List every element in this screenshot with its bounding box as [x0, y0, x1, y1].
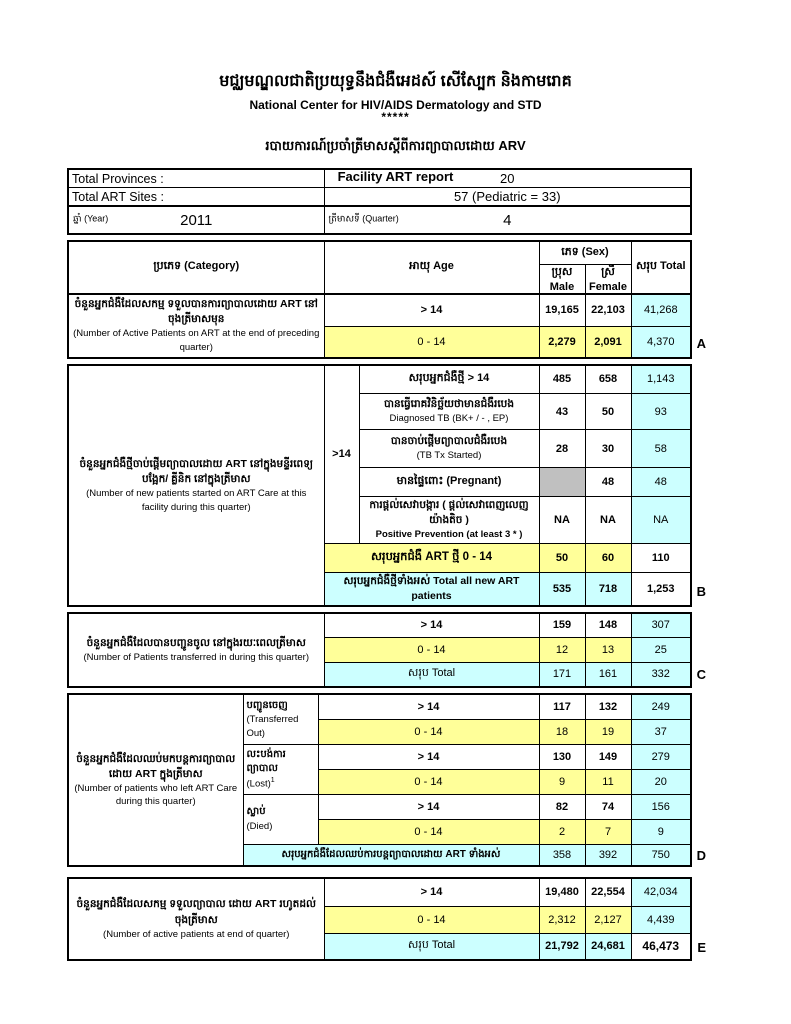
- age-cell: 0 - 14: [324, 906, 539, 933]
- male-value: 535: [539, 572, 585, 606]
- male-value: 485: [539, 365, 585, 394]
- male-value: 21,792: [539, 933, 585, 960]
- female-value: 74: [585, 794, 631, 819]
- table-row: [68, 294, 691, 327]
- row-label: សរុប Total: [324, 933, 539, 960]
- table-header-row-1: [68, 241, 691, 264]
- quarter-value: 4: [503, 211, 512, 229]
- male-value: 2: [539, 819, 585, 844]
- year-label: ឆ្នាំ (Year): [73, 213, 109, 224]
- female-value: 11: [585, 769, 631, 794]
- female-value: 392: [585, 844, 631, 866]
- quarter-cell: [324, 206, 691, 234]
- male-value: 358: [539, 844, 585, 866]
- female-value: 658: [585, 365, 631, 394]
- row-label: សរុបអ្នកជំងឺដែលឈប់ការបន្តព្យាបាលដោយ ART ទាំងអស់: [243, 844, 539, 866]
- female-value: NA: [585, 497, 631, 544]
- female-value: 60: [585, 543, 631, 572]
- year-quarter-row: [68, 206, 691, 234]
- female-value: 30: [585, 430, 631, 468]
- section-e-letter: E: [697, 940, 706, 956]
- section-a-letter: A: [696, 335, 706, 351]
- stars-divider: *****: [381, 110, 410, 124]
- male-value: 117: [539, 694, 585, 719]
- row-label: សរុបអ្នកជំងឺ ART ថ្មី 0 - 14: [324, 543, 539, 572]
- total-value: 48: [631, 468, 691, 497]
- khmer-subtitle: របាយការណ៍ប្រចាំត្រីមាសស្ដីពីការព្យាបាលដោយ ARV: [265, 138, 526, 153]
- male-value: 19,165: [539, 294, 585, 327]
- total-value: 110: [631, 543, 691, 572]
- total-value: 46,473: [631, 933, 691, 960]
- male-value: 50: [539, 543, 585, 572]
- age-cell: > 14: [324, 878, 539, 906]
- report-header: [0, 70, 791, 184]
- table-row: [68, 878, 691, 906]
- total-value: 41,268: [631, 294, 691, 327]
- section-d-category: ចំនួនអ្នកជំងឺដែលឈប់មកបន្តការព្យាបាលដោយ ART ក្នុងត្រីមាស (Number of patients who left ART Care during this quarter): [68, 694, 243, 866]
- section-a: [67, 240, 706, 359]
- male-value: 82: [539, 794, 585, 819]
- age-cell: > 14: [318, 794, 539, 819]
- female-value: 19: [585, 719, 631, 744]
- female-value: 149: [585, 744, 631, 769]
- male-header: ប្រុស Male: [539, 264, 585, 294]
- male-value: 28: [539, 430, 585, 468]
- male-value: 9: [539, 769, 585, 794]
- sex-header: ភេទ (Sex): [539, 241, 631, 264]
- female-value: 24,681: [585, 933, 631, 960]
- age-cell: > 14: [324, 613, 539, 637]
- female-value: 132: [585, 694, 631, 719]
- total-value: NA: [631, 497, 691, 544]
- age-cell: 0 - 14: [318, 719, 539, 744]
- total-art-sites-label: Total ART Sites :: [68, 188, 324, 207]
- male-value: NA: [539, 497, 585, 544]
- male-value-blank: [539, 468, 585, 497]
- age-cell: 0 - 14: [318, 769, 539, 794]
- row-label: សរុប Total: [324, 662, 539, 687]
- male-value: 2,312: [539, 906, 585, 933]
- age-cell: > 14: [318, 744, 539, 769]
- total-value: 4,370: [631, 327, 691, 358]
- female-value: 50: [585, 394, 631, 430]
- group-label-lost: លះបង់ការព្យាបាល (Lost)$^1$: [243, 744, 318, 794]
- total-value: 1,143: [631, 365, 691, 394]
- section-b-letter: B: [696, 584, 706, 600]
- report-body: [67, 168, 707, 961]
- female-value: 718: [585, 572, 631, 606]
- section-c-letter: C: [696, 667, 706, 683]
- total-value: 156: [631, 794, 691, 819]
- male-value: 19,480: [539, 878, 585, 906]
- age-cell: > 14: [318, 694, 539, 719]
- section-d-letter: D: [696, 848, 706, 864]
- male-value: 171: [539, 662, 585, 687]
- total-value: 58: [631, 430, 691, 468]
- age-cell: 0 - 14: [318, 819, 539, 844]
- year-cell: [68, 206, 324, 234]
- footnote-ref: 1: [270, 776, 275, 784]
- total-value: 9: [631, 819, 691, 844]
- section-c-category: ចំនួនអ្នកជំងឺដែលបានបញ្ជូនចូល នៅក្នុងរយៈពេលត្រីមាស (Number of Patients transferred in during this quarter): [68, 613, 324, 687]
- male-value: 12: [539, 637, 585, 662]
- total-value: 307: [631, 613, 691, 637]
- age-group-cell: >14: [324, 365, 359, 544]
- section-e: [67, 877, 706, 961]
- group-label-died: ស្លាប់ (Died): [243, 794, 318, 844]
- quarter-label: ត្រីមាសទី (Quarter): [328, 213, 399, 224]
- female-value: 13: [585, 637, 631, 662]
- age-cell: 0 - 14: [324, 637, 539, 662]
- age-cell: 0 - 14: [324, 327, 539, 358]
- male-value: 43: [539, 394, 585, 430]
- section-b: [67, 364, 706, 608]
- total-art-sites-row: [68, 188, 691, 207]
- row-label: សរុបអ្នកជំងឺថ្មីទាំងអស់ Total all new ART patients: [324, 572, 539, 606]
- report-title: Facility ART report: [337, 169, 454, 184]
- total-value: 93: [631, 394, 691, 430]
- total-value: 42,034: [631, 878, 691, 906]
- total-provinces-row: [68, 169, 691, 188]
- female-value: 22,103: [585, 294, 631, 327]
- table-row: [68, 694, 691, 719]
- khmer-title: មជ្ឈមណ្ឌលជាតិប្រយុទ្ធនឹងជំងឺអេដស៍ សើស្បែក និងកាមរោគ: [219, 73, 572, 90]
- female-header: ស្រី Female: [585, 264, 631, 294]
- category-header: ប្រភេទ (Category): [68, 241, 324, 294]
- male-value: 159: [539, 613, 585, 637]
- age-header: អាយុ Age: [324, 241, 539, 294]
- total-art-sites-value: 57 (Pediatric = 33): [324, 188, 691, 207]
- total-value: 25: [631, 637, 691, 662]
- table-row: [68, 365, 691, 394]
- male-value: 2,279: [539, 327, 585, 358]
- total-value: 37: [631, 719, 691, 744]
- year-value: 2011: [180, 211, 213, 229]
- row-label: បានធ្វើរោគវិនិច្ឆ័យថាមានជំងឺរបេង Diagnosed TB (BK+ / - , EP): [359, 394, 539, 430]
- female-value: 22,554: [585, 878, 631, 906]
- female-value: 2,091: [585, 327, 631, 358]
- female-value: 161: [585, 662, 631, 687]
- group-label-transferred-out: បញ្ជូនចេញ (Transferred Out): [243, 694, 318, 744]
- total-value: 249: [631, 694, 691, 719]
- total-value: 20: [631, 769, 691, 794]
- total-value: 4,439: [631, 906, 691, 933]
- english-title: National Center for HIV/AIDS Dermatology and STD: [249, 98, 542, 112]
- row-label: បានចាប់ផ្ដើមព្យាបាលជំងឺរបេង (TB Tx Started): [359, 430, 539, 468]
- section-a-category: ចំនួនអ្នកជំងឺដែលសកម្ម ទទួលបានការព្យាបាលដោយ ART នៅ ចុងត្រីមាសមុន (Number of Active Patients on ART at the end of preceding quarter): [68, 294, 324, 358]
- section-d: [67, 693, 706, 867]
- female-value: 148: [585, 613, 631, 637]
- male-value: 130: [539, 744, 585, 769]
- total-provinces-value: 20: [324, 169, 691, 188]
- female-value: 48: [585, 468, 631, 497]
- row-label: ការផ្ដល់សេវាបង្ការ ( ផ្ដល់សេវាពេញលេញយ៉ាងតិច ) Positive Prevention (at least 3 * ): [359, 497, 539, 544]
- female-value: 2,127: [585, 906, 631, 933]
- male-value: 18: [539, 719, 585, 744]
- age-cell: > 14: [324, 294, 539, 327]
- total-provinces-label: Total Provinces :: [68, 169, 324, 188]
- section-e-category: ចំនួនអ្នកជំងឺដែលសកម្ម ទទួលព្យាបាល ដោយ ART រហូតដល់ចុងត្រីមាស (Number of active patients at end of quarter): [68, 878, 324, 960]
- summary-info-table: [67, 168, 692, 235]
- table-row: [68, 613, 691, 637]
- section-b-category: ចំនួនអ្នកជំងឺថ្មីចាប់ផ្ដើមព្យាបាលដោយ ART នៅក្នុងមន្ទីរពេទ្យបង្អែក/ គ្លីនិក នៅក្នុងត្រីមាស (Number of new patients started on ART Care at this facility during this quarter): [68, 365, 324, 607]
- female-value: 7: [585, 819, 631, 844]
- total-value: 750: [631, 844, 691, 866]
- total-header: សរុប Total: [631, 241, 691, 294]
- row-label: មានផ្ទៃពោះ (Pregnant): [359, 468, 539, 497]
- row-label: សរុបអ្នកជំងឺថ្មី > 14: [359, 365, 539, 394]
- total-value: 1,253: [631, 572, 691, 606]
- total-value: 332: [631, 662, 691, 687]
- total-value: 279: [631, 744, 691, 769]
- section-c: [67, 612, 706, 688]
